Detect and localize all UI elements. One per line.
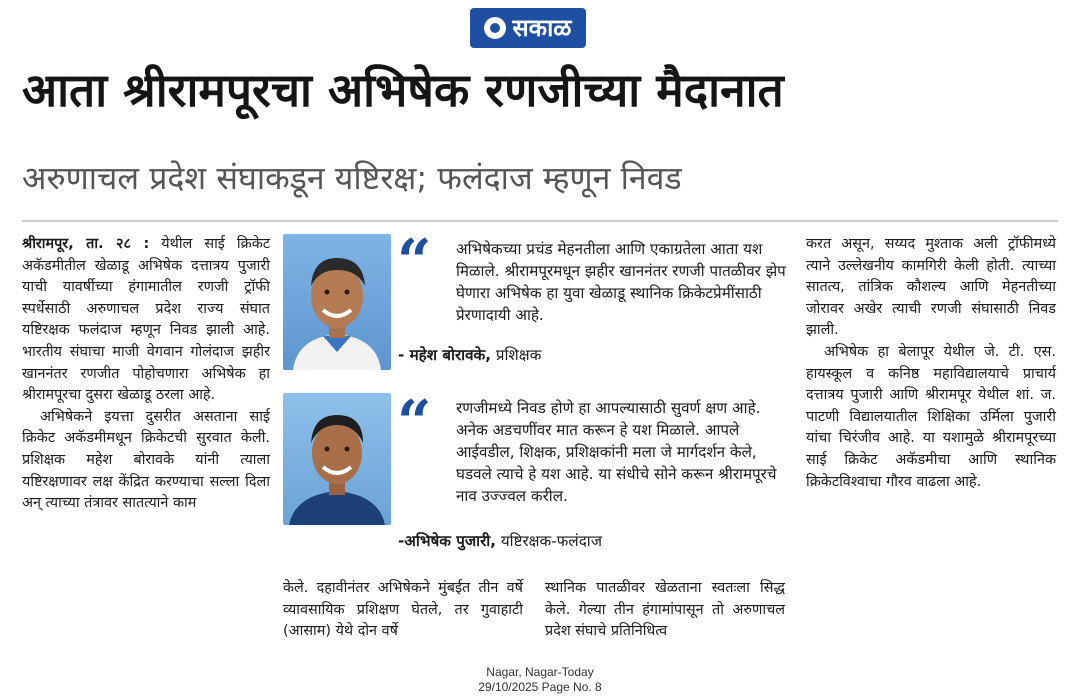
quote-1-author: - महेश बोरावके, bbox=[398, 346, 491, 364]
paragraph-4: स्थानिक पातळीवर खेळताना स्वतःला सिद्ध केले. गेल्या तीन हंगामांपासून तो अरुणाचल प्रदेश संघाचे प्रतिनिधित्व bbox=[545, 580, 785, 640]
quote-mark-icon: “ bbox=[397, 388, 432, 458]
edition-label: Nagar, Nagar-Today bbox=[486, 665, 594, 679]
photo-mahesh-borawake bbox=[283, 234, 391, 370]
date-page-label: 29/10/2025 Page No. 8 bbox=[478, 680, 602, 694]
headline: आता श्रीरामपूरचा अभिषेक रणजीच्या मैदानात bbox=[22, 63, 784, 117]
sakal-logo-icon bbox=[484, 17, 506, 39]
quote-2-text: रणजीमध्ये निवड होणे हा आपल्यासाठी सुवर्ण क्षण आहे. अनेक अडचणींवर मात करून हे यश मिळाले. आपले आईवडील, शिक्षक, प्रशिक्षकांनी मला जे मार्गदर्शन केले, घडवले त्याचे हे यश आहे. या संधीचे सोने करून श्रीरामपूरचे नाव उज्ज्वल करील. bbox=[456, 399, 777, 505]
logo-text: सकाळ bbox=[512, 14, 572, 42]
page-footer bbox=[390, 665, 690, 695]
quote-mark-icon: “ bbox=[397, 227, 432, 297]
article-column-1 bbox=[22, 234, 270, 515]
divider bbox=[22, 220, 1058, 222]
quote-2-attribution bbox=[398, 530, 778, 552]
quote-1-text: अभिषेकच्या प्रचंड मेहनतीला आणि एकाग्रतेला आता यश मिळाले. श्रीरामपूरमधून झहीर खाननंतर रणजी पातळीवर झेप घेणारा अभिषेक हा युवा खेळाडू स्थानिक क्रिकेटप्रेमींसाठी प्रेरणादायी आहे. bbox=[456, 240, 786, 324]
newspaper-logo bbox=[470, 8, 586, 48]
article-column-2 bbox=[283, 578, 523, 643]
paragraph-1 bbox=[22, 234, 270, 407]
article-column-4 bbox=[806, 234, 1056, 493]
quote-2-role: यष्टिरक्षक-फलंदाज bbox=[500, 532, 602, 550]
paragraph-2: अभिषेकने इयत्ता दुसरीत असताना साई क्रिकेट अकॅडमीमधून क्रिकेटची सुरवात केली. प्रशिक्षक महेश बोरावके यांनी त्याला यष्टिरक्षणावर लक्ष केंद्रित करण्याचा सल्ला दिला अन् त्याच्या तंत्रावर सातत्याने काम bbox=[22, 408, 270, 512]
portrait-image bbox=[283, 393, 391, 525]
paragraph-5: करत असून, सय्यद मुश्ताक अली ट्रॉफीमध्ये त्याने उल्लेखनीय कामगिरी केली होती. त्याच्या सातत्य, तांत्रिक कौशल्य आणि मेहनतीच्या जोरावर अखेर त्याची रणजी संघासाठी निवड झाली. bbox=[806, 236, 1056, 339]
quote-1-role: प्रशिक्षक bbox=[495, 346, 542, 364]
dateline: श्रीरामपूर, ता. २८ : bbox=[22, 236, 150, 252]
subheadline: अरुणाचल प्रदेश संघाकडून यष्टिरक्ष; फलंदाज म्हणून निवड bbox=[22, 159, 682, 197]
article-column-3 bbox=[545, 578, 785, 643]
quote-1-attribution bbox=[398, 344, 778, 366]
photo-abhishek-pujari bbox=[283, 393, 391, 525]
paragraph-3: केले. दहावीनंतर अभिषेकने मुंबईत तीन वर्षे व्यावसायिक प्रशिक्षण घेतले, तर गुवाहाटी (आसाम) येथे दोन वर्षे bbox=[283, 580, 523, 640]
quote-2-author: -अभिषेक पुजारी, bbox=[398, 532, 496, 550]
portrait-image bbox=[283, 234, 391, 370]
paragraph-6: अभिषेक हा बेलापूर येथील जे. टी. एस. हायस्कूल व कनिष्ठ महाविद्यालयाचे प्राचार्य दत्तात्रय पुजारी आणि श्रीरामपूर येथील शां. ज. पाटणी विद्यालयातील शिक्षिका उर्मिला पुजारी यांचा चिरंजीव आहे. या यशामुळे श्रीरामपूरच्या साई क्रिकेट अकॅडमीचा आणि स्थानिक क्रिकेटविश्वाचा गौरव वाढला आहे. bbox=[806, 343, 1056, 490]
paragraph-1-text: येथील साई क्रिकेट अकॅडमीतील खेळाडू अभिषेक दत्तात्रय पुजारी याची यावर्षीच्या हंगामातील रणजी ट्रॉफी स्पर्धेसाठी अरुणाचल प्रदेश राज्य संघात यष्टिरक्षक फलंदाज म्हणून निवड झाली आहे. भारतीय संघाचा माजी वेगवान गोलंदाज झहीर खाननंतर रणजीत पोहोचणारा अभिषेक हा श्रीरामपूरचा दुसरा खेळाडू ठरला आहे. bbox=[22, 236, 271, 404]
